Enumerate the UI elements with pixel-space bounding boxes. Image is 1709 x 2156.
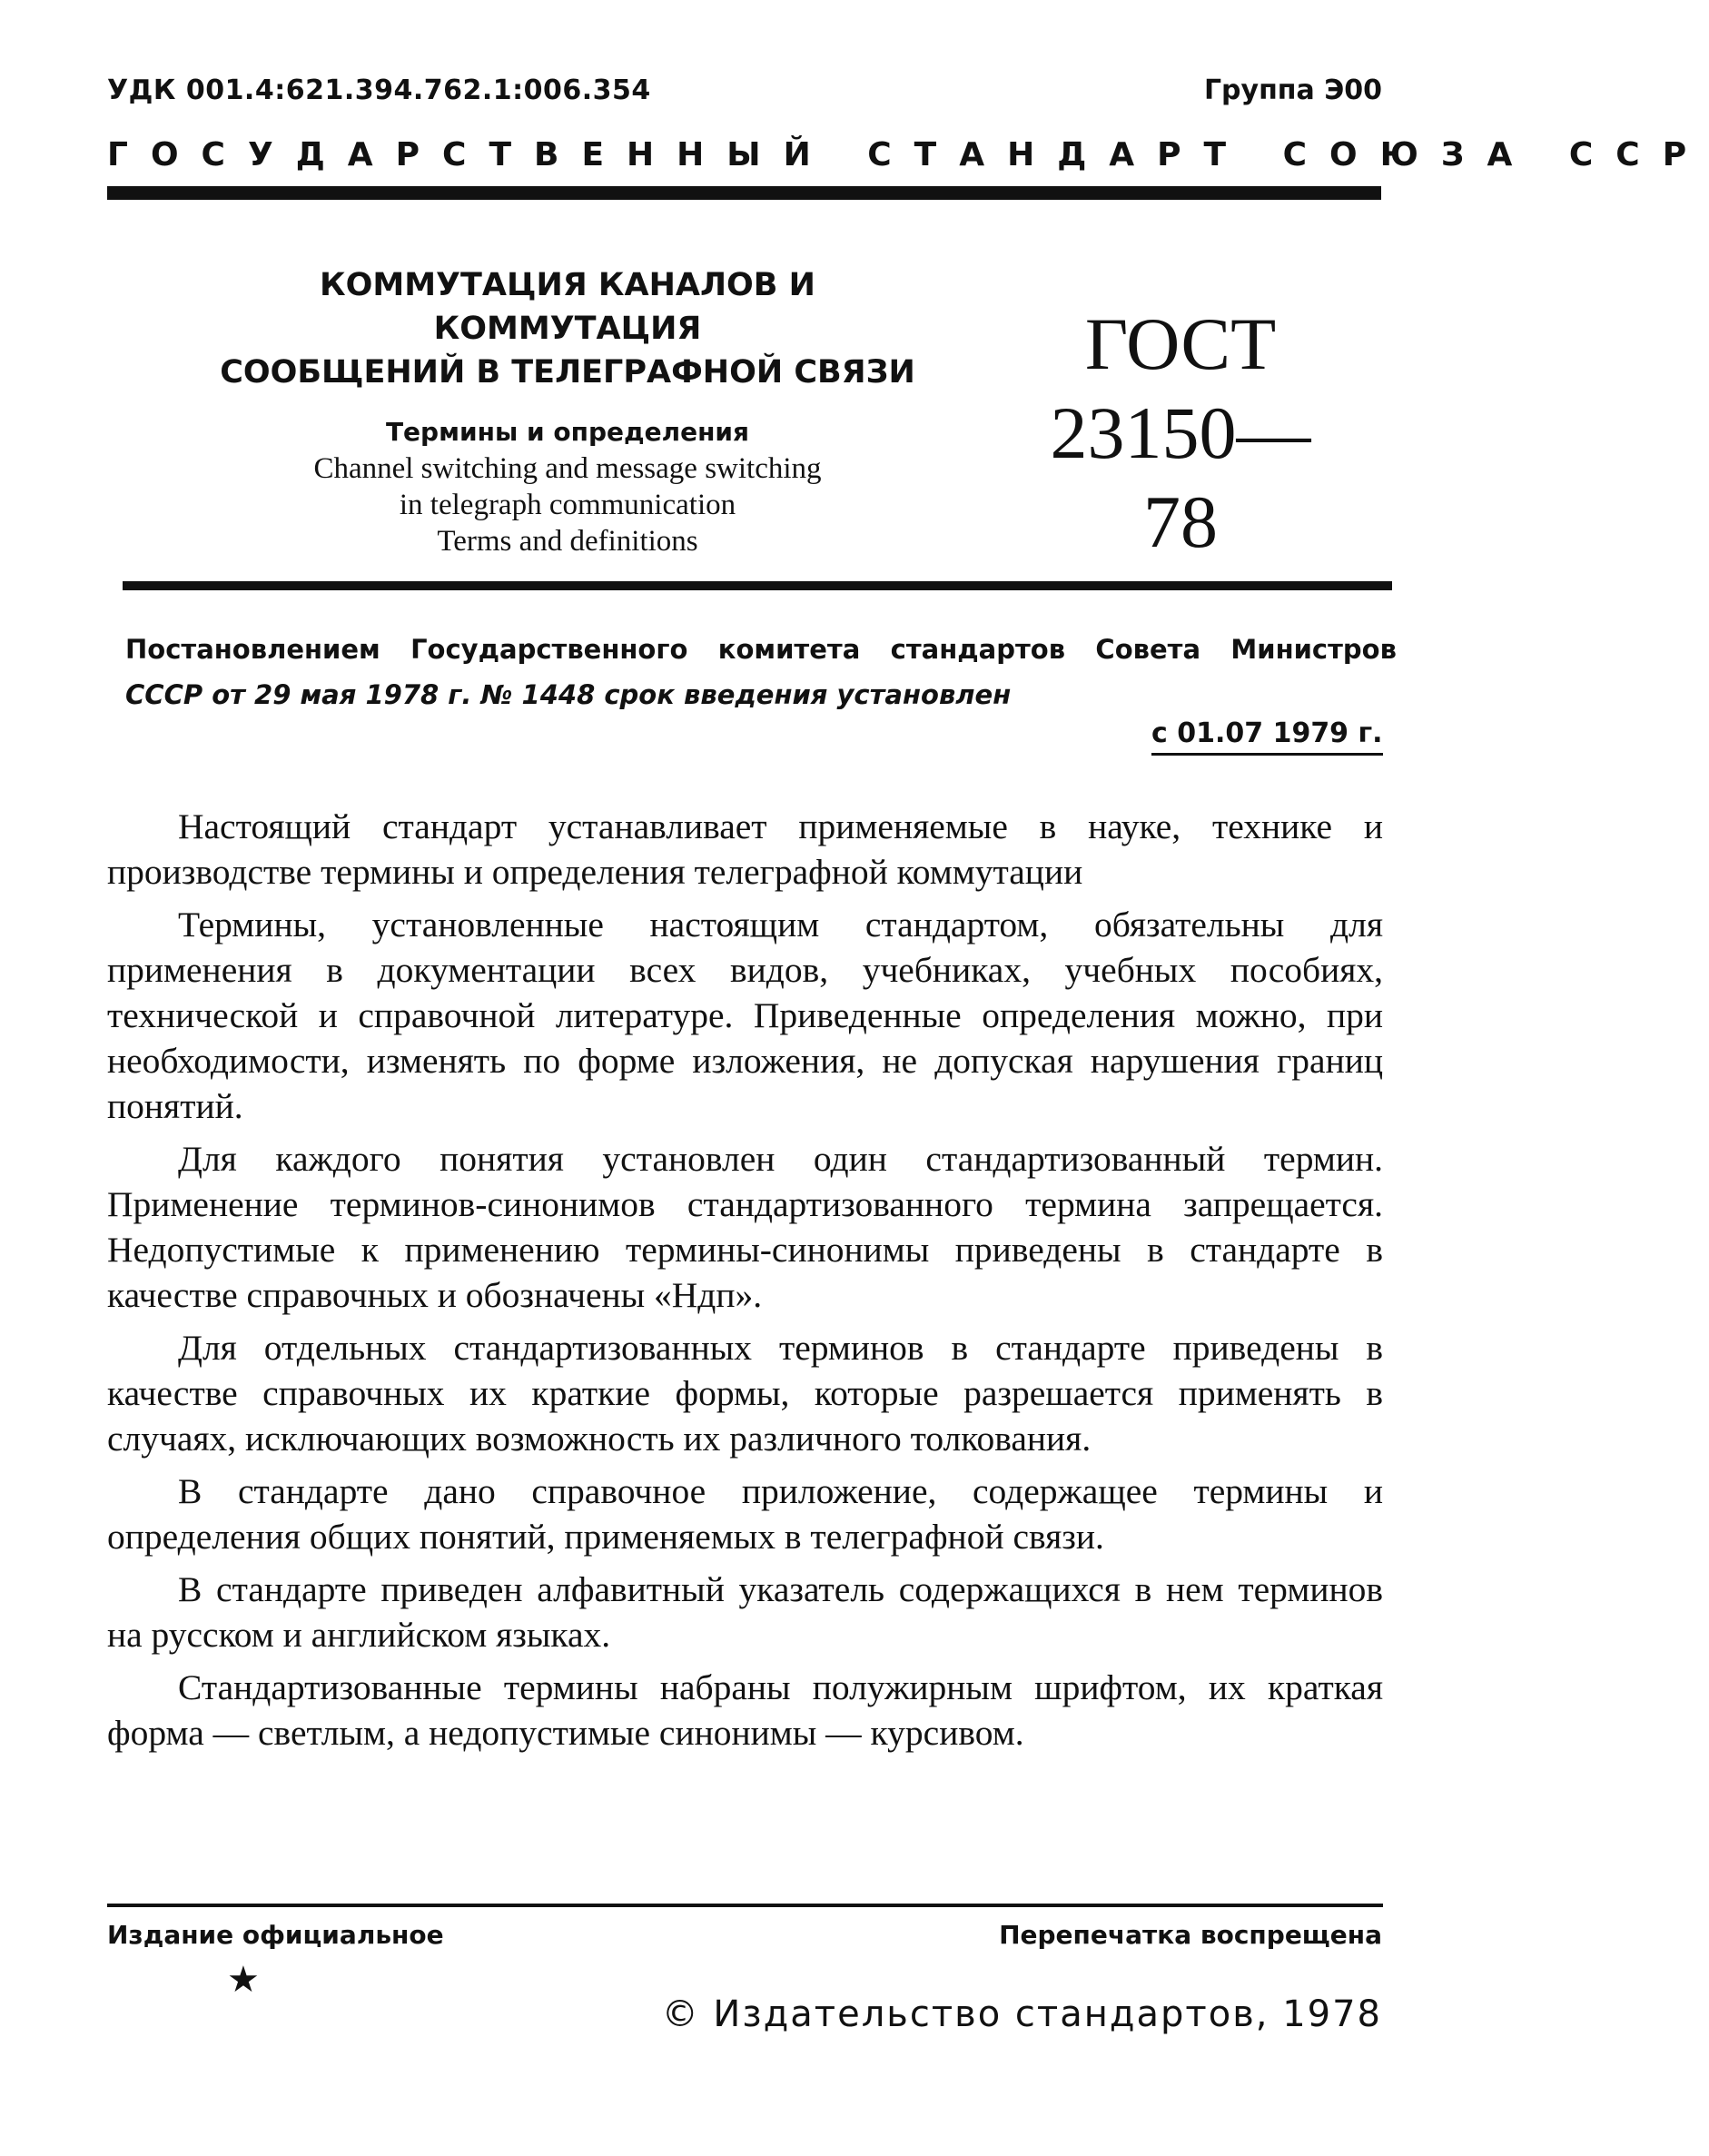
decree-line-2: СССР от 29 мая 1978 г. № 1448 срок введения установлен: [125, 679, 1012, 710]
gost-label: ГОСТ: [1084, 302, 1277, 385]
decree-word: комитета: [717, 634, 861, 665]
body-paragraph: Для каждого понятия установлен один стандартизованный термин. Применение терминов-синонимов стандартизованного термина запрещается. Недопустимые к применению термины-синонимы приведены в стандарте в качестве справочных и обозначены «Ндп».: [107, 1139, 1383, 1315]
body-paragraph: Термины, установленные настоящим стандартом, обязательны для применения в документации всех видов, учебниках, учебных пособиях, технической и справочной литературе. Приведенные определения можно, при необходимости, изменять по форме изложения, не допуская нарушения границ понятий.: [107, 905, 1383, 1126]
decree-word: Государственного: [410, 634, 688, 665]
body-paragraph: Для отдельных стандартизованных терминов в стандарте приведены в качестве справочных их краткие формы, которые разрешается применять в случаях, исключающих возможность их различного толкования.: [107, 1328, 1383, 1459]
udk-code: УДК 001.4:621.394.762.1:006.354: [107, 74, 651, 106]
body-text: [107, 804, 1383, 1763]
publisher-copyright: © Издательство стандартов, 1978: [661, 1993, 1382, 2035]
gov-standard-banner: ГОСУДАРСТВЕННЫЙ СТАНДАРТ СОЮЗА ССР: [107, 136, 1709, 173]
english-title-line-2: in telegraph communication: [399, 489, 736, 521]
decree-block: [125, 627, 1397, 717]
body-paragraph: Стандартизованные термины набраны полужирным шрифтом, их краткая форма — светлым, а недопустимые синонимы — курсивом.: [107, 1667, 1383, 1753]
title-line-2: СООБЩЕНИЙ В ТЕЛЕГРАФНОЙ СВЯЗИ: [220, 354, 915, 391]
decree-word: Постановлением: [125, 634, 380, 665]
reprint-notice: Перепечатка воспрещена: [999, 1920, 1382, 1950]
edition-label: Издание официальное: [107, 1920, 444, 1950]
star-icon: ★: [227, 1959, 260, 2000]
english-title-line-1: Channel switching and message switching: [313, 452, 822, 485]
body-paragraph: В стандарте дано справочное приложение, содержащее термины и определения общих понятий, применяемых в телеграфной связи.: [107, 1471, 1383, 1557]
decree-word: Совета: [1095, 634, 1201, 665]
decree-line-1: [125, 627, 1397, 672]
subtitle: Термины и определения: [385, 417, 750, 447]
footer-rule: [107, 1904, 1383, 1907]
section-rule: [123, 581, 1392, 590]
effective-date: с 01.07 1979 г.: [1151, 717, 1383, 756]
gost-designation: [1026, 300, 1335, 567]
decree-word: Министров: [1230, 634, 1397, 665]
title-block: [191, 263, 944, 559]
decree-word: стандартов: [890, 634, 1066, 665]
body-paragraph: В стандарте приведен алфавитный указатель содержащихся в нем терминов на русском и английском языках.: [107, 1569, 1383, 1655]
group-code: Группа Э00: [1203, 74, 1382, 106]
title-line-1: КОММУТАЦИЯ КАНАЛОВ И КОММУТАЦИЯ: [320, 267, 815, 347]
gost-number: 23150—78: [1050, 391, 1311, 563]
banner-rule: [107, 186, 1381, 200]
body-paragraph: Настоящий стандарт устанавливает применяемые в науке, технике и производстве термины и определения телеграфной коммутации: [107, 806, 1383, 892]
english-title-line-3: Terms and definitions: [437, 525, 698, 558]
